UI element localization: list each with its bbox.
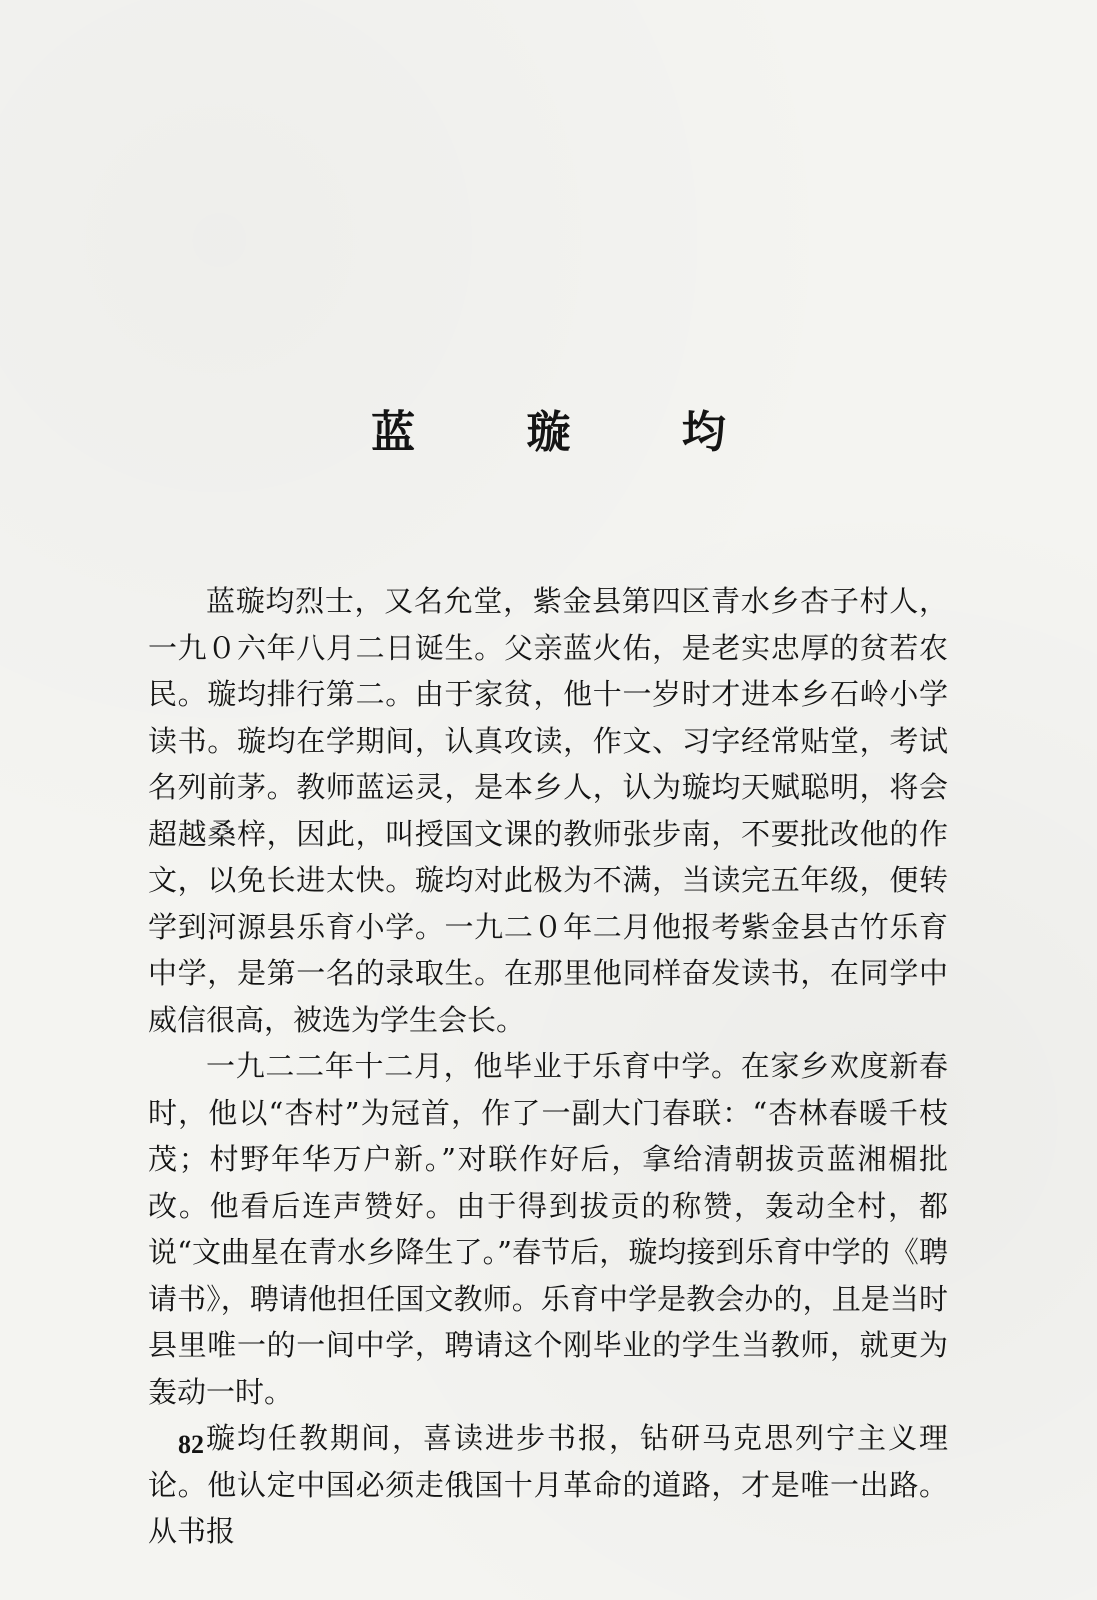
body-text	[148, 578, 948, 1555]
paragraph-2: 一九二二年十二月，他毕业于乐育中学。在家乡欢度新春时，他以“杏村”为冠首，作了一副大门春联：“杏林春暖千枝茂；村野年华万户新。”对联作好后，拿给清朝拔贡蓝湘楣批改。他看后连声赞好。由于得到拔贡的称赞，轰动全村，都说“文曲星在青水乡降生了。”春节后，璇均接到乐育中学的《聘请书》，聘请他担任国文教师。乐育中学是教会办的，且是当时县里唯一的一间中学，聘请这个刚毕业的学生当教师，就更为轰动一时。	[148, 1049, 948, 1409]
page-title: 蓝 璇 均	[371, 407, 774, 458]
paragraph-3: 璇均任教期间，喜读进步书报，钻研马克思列宁主义理论。他认定中国必须走俄国十月革命的道路，才是唯一出路。从书报	[148, 1421, 948, 1548]
page-number: 82	[178, 1430, 204, 1459]
paragraph-1: 蓝璇均烈士，又名允堂，紫金县第四区青水乡杏子村人，一九０六年八月二日诞生。父亲蓝火佑，是老实忠厚的贫若农民。璇均排行第二。由于家贫，他十一岁时才进本乡石岭小学读书。璇均在学期间，认真攻读，作文、习字经常贴堂，考试名列前茅。教师蓝运灵，是本乡人，认为璇均天赋聪明，将会超越桑梓，因此，叫授国文课的教师张步南，不要批改他的作文，以免长进太快。璇均对此极为不满，当读完五年级，便转学到河源县乐育小学。一九二０年二月他报考紫金县古竹乐育中学，是第一名的录取生。在那里他同样奋发读书，在同学中威信很高，被选为学生会长。	[148, 584, 948, 1037]
